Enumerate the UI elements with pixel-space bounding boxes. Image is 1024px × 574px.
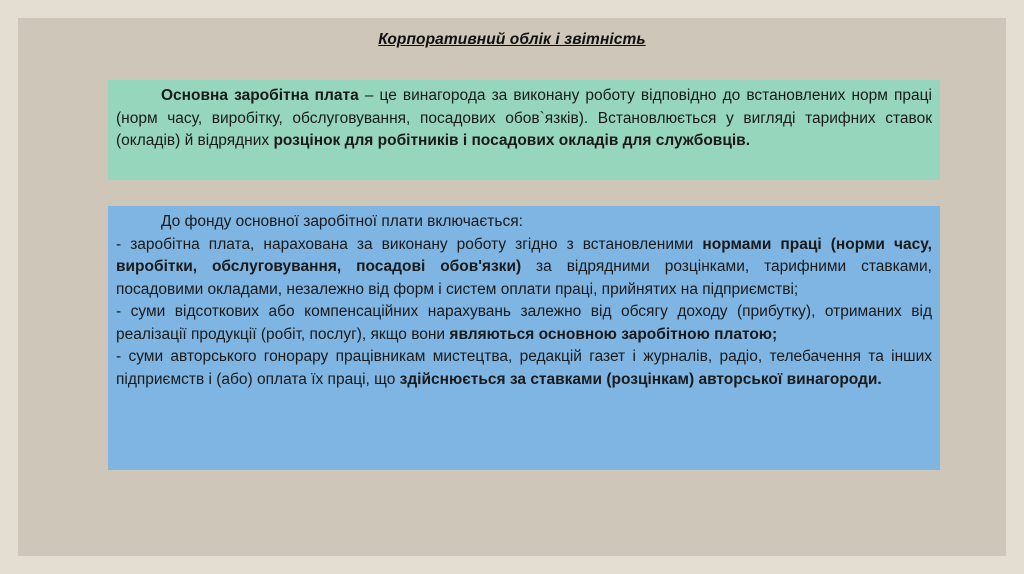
definition-term: Основна заробітна плата	[161, 87, 359, 104]
fund-intro: До фонду основної заробітної плати включається:	[161, 213, 523, 230]
fund-item-percentage-emphasis: являються основною заробітною платою;	[449, 325, 778, 343]
slide-title: Корпоративний облік і звітність	[378, 31, 646, 48]
fund-item-percentage	[116, 301, 932, 346]
fund-item-salary-suffix: за відрядними розцінками, тарифними ставками, посадовими окладами, незалежно від форм і систем оплати праці, прийнятих на підприємстві;	[116, 258, 932, 298]
fund-item-percentage-prefix: - суми відсоткових або компенсаційних нарахувань залежно від обсягу доходу (прибутку), отриманих від реалізації продукції (робіт, послуг), якщо вони	[116, 303, 932, 343]
definition-text: – це винагорода за виконану роботу відповідно до встановлених норм праці (норм часу, виробітку, обслуговування, посадових обов`язків). Встановлюється у вигляді тарифних ставок (окладів) й відрядних	[116, 87, 932, 149]
fund-item-salary	[116, 234, 932, 302]
fund-box	[108, 206, 940, 470]
fund-item-royalty-emphasis: здійснюється за ставками (розцінкам) авторської винагороди.	[399, 370, 882, 388]
fund-item-royalty-prefix: - суми авторського гонорару працівникам мистецтва, редакцій газет і журналів, радіо, телебачення та інших підприємств і (або) оплата їх праці, що	[116, 348, 932, 388]
fund-item-salary-emphasis: нормами праці (норми часу, виробітки, обслуговування, посадові обов'язки)	[116, 235, 932, 275]
definition-box	[108, 80, 940, 180]
fund-item-royalty	[116, 346, 932, 391]
fund-item-salary-prefix: - заробітна плата, нарахована за виконану роботу згідно з встановленими	[116, 235, 703, 253]
definition-emphasis: розцінок для робітників і посадових окладів для службовців.	[273, 132, 750, 149]
definition-paragraph	[116, 85, 932, 153]
